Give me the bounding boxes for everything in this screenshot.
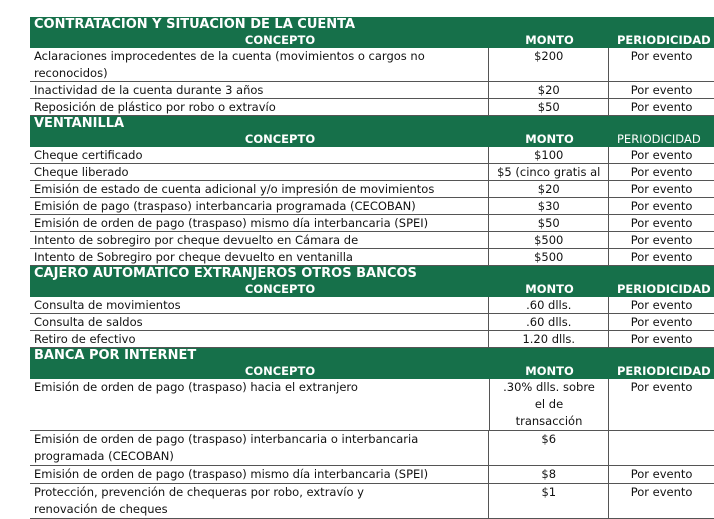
table-row [30, 484, 714, 519]
monto-cell: $200 [489, 48, 609, 81]
monto-cell: $100 [489, 147, 609, 163]
header-concepto: CONCEPTO [244, 132, 316, 146]
concepto-cell: Intento de Sobregiro por cheque devuelto en ventanilla [30, 249, 489, 265]
periodicidad-cell: Por evento [630, 250, 693, 264]
table-row [30, 99, 714, 116]
monto-cell: .60 dlls. [489, 314, 609, 330]
concepto-cell: Emisión de orden de pago (traspaso) interbancaria o interbancaria programada (CECOBAN) [30, 431, 489, 465]
header-monto: MONTO [525, 364, 574, 378]
table-row [30, 198, 714, 215]
periodicidad-cell: Por evento [630, 315, 693, 329]
periodicidad-cell: Por evento [630, 165, 693, 179]
monto-cell: .30% dlls. sobre el de transacción [490, 379, 609, 430]
concepto-cell: Cheque liberado [30, 164, 489, 180]
column-header-row [30, 282, 714, 297]
table-row [30, 331, 714, 348]
header-monto: MONTO [525, 132, 574, 146]
table-row [30, 48, 714, 82]
periodicidad-cell: Por evento [630, 467, 693, 481]
concepto-cell: Consulta de movimientos [30, 297, 489, 313]
concepto-cell: Emisión de pago (traspaso) interbancaria programada (CECOBAN) [30, 198, 489, 214]
monto-cell: $500 [489, 249, 609, 265]
table-row [30, 297, 714, 314]
concepto-cell: Reposición de plástico por robo o extravío [30, 99, 489, 115]
concepto-cell: Intento de sobregiro por cheque devuelto en Cámara de [30, 232, 489, 248]
table-row [30, 232, 714, 249]
monto-cell: $30 [489, 198, 609, 214]
periodicidad-cell: Por evento [630, 100, 693, 114]
periodicidad-cell: Por evento [630, 216, 693, 230]
header-periodicidad: PERIODICIDAD [617, 282, 711, 296]
monto-cell: $50 [489, 215, 609, 231]
column-header-row [30, 364, 714, 379]
header-periodicidad: PERIODICIDAD [617, 132, 701, 146]
periodicidad-cell [609, 431, 714, 465]
header-concepto: CONCEPTO [244, 33, 316, 47]
concepto-cell: Consulta de saldos [30, 314, 489, 330]
monto-cell: $5 (cinco gratis al [489, 164, 609, 180]
periodicidad-cell: Por evento [630, 83, 693, 97]
section-ventanilla [30, 116, 714, 266]
table-row [30, 431, 714, 466]
header-periodicidad: PERIODICIDAD [617, 33, 711, 47]
concepto-cell: Emisión de estado de cuenta adicional y/o impresión de movimientos [30, 181, 489, 197]
periodicidad-cell: Por evento [630, 298, 693, 312]
periodicidad-cell: Por evento [630, 182, 693, 196]
monto-cell: $8 [489, 466, 609, 483]
periodicidad-cell: Por evento [630, 199, 693, 213]
periodicidad-cell: Por evento [630, 148, 693, 162]
section-title: CAJERO AUTOMÁTICO EXTRANJEROS OTROS BANCOS [30, 266, 714, 282]
section-contratacion [30, 17, 714, 116]
concepto-cell: Emisión de orden de pago (traspaso) mismo día interbancaria (SPEI) [30, 466, 489, 483]
periodicidad-cell: Por evento [630, 380, 693, 394]
header-periodicidad: PERIODICIDAD [617, 364, 711, 378]
monto-cell: $1 [489, 484, 609, 518]
table-row [30, 249, 714, 266]
section-cajero-automatico [30, 266, 714, 348]
header-monto: MONTO [525, 282, 574, 296]
concepto-cell: Inactividad de la cuenta durante 3 años [30, 82, 489, 98]
section-banca-internet [30, 348, 714, 519]
table-row [30, 164, 714, 181]
header-concepto: CONCEPTO [244, 282, 316, 296]
section-title: CONTRATACIÓN Y SITUACIÓN DE LA CUENTA [30, 17, 714, 33]
periodicidad-cell: Por evento [630, 332, 693, 346]
fee-table [30, 17, 714, 519]
monto-cell: .60 dlls. [489, 297, 609, 313]
monto-cell: $20 [489, 82, 609, 98]
header-concepto: CONCEPTO [244, 364, 316, 378]
concepto-cell: Protección, prevención de chequeras por robo, extravío y renovación de cheques [30, 484, 489, 518]
table-row [30, 147, 714, 164]
table-row [30, 314, 714, 331]
table-row [30, 379, 714, 431]
table-row [30, 181, 714, 198]
concepto-cell: Emisión de orden de pago (traspaso) mismo día interbancaria (SPEI) [30, 215, 489, 231]
table-row [30, 215, 714, 232]
column-header-row [30, 33, 714, 48]
table-row [30, 82, 714, 99]
periodicidad-cell: Por evento [630, 49, 693, 63]
concepto-cell: Emisión de orden de pago (traspaso) hacia el extranjero [30, 379, 490, 430]
header-monto: MONTO [525, 33, 574, 47]
concepto-cell: Aclaraciones improcedentes de la cuenta (movimientos o cargos no reconocidos) [30, 48, 489, 81]
table-row [30, 466, 714, 484]
column-header-row [30, 132, 714, 147]
section-title: VENTANILLA [30, 116, 714, 132]
concepto-cell: Retiro de efectivo [30, 331, 489, 347]
monto-cell: $50 [489, 99, 609, 115]
monto-cell: 1.20 dlls. [489, 331, 609, 347]
periodicidad-cell: Por evento [630, 233, 693, 247]
section-title: BANCA POR INTERNET [30, 348, 714, 364]
monto-cell: $20 [489, 181, 609, 197]
monto-cell: $6 [489, 431, 609, 465]
concepto-cell: Cheque certificado [30, 147, 489, 163]
periodicidad-cell: Por evento [630, 485, 693, 499]
monto-cell: $500 [489, 232, 609, 248]
